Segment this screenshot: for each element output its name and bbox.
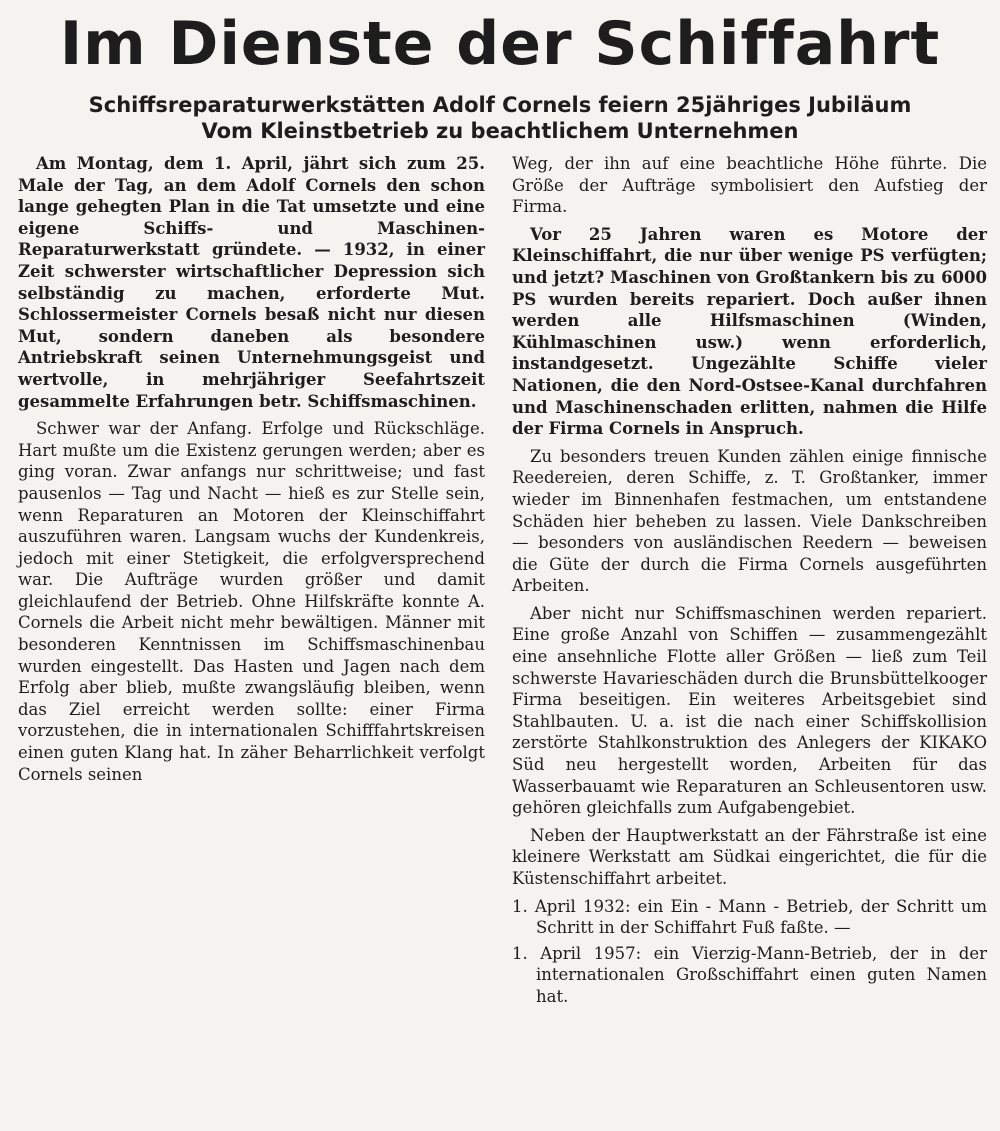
timeline-list (512, 896, 987, 1008)
article-subheadline: Schiffsreparaturwerkstätten Adolf Cornels feiern 25jähriges Jubiläum (88, 93, 912, 117)
left-column (18, 153, 485, 791)
timeline-item: 1. April 1932: ein Ein - Mann - Betrieb, der Schritt um Schritt in der Schiffahrt Fuß faßte. — (512, 896, 987, 938)
intro-paragraph: Am Montag, dem 1. April, jährt sich zum 25. Male der Tag, an dem Adolf Cornels den schon lange gehegten Plan in die Tat umsetzte und eine eigene Schiffs- und Maschinen-Reparaturwerkstatt gründete. — 1932, in einer Zeit schwerster wirtschaftlicher Depression sich selbständig zu machen, erforderte Mut. Schlossermeister Cornels besaß nicht nur diesen Mut, sondern daneben als besondere Antriebskraft seinen Unternehmungsgeist und wertvolle, in mehrjähriger Seefahrtszeit gesammelte Erfahrungen betr. Schiffsmaschinen. (18, 154, 485, 411)
right-column (512, 153, 987, 1012)
workshop-paragraph: Neben der Hauptwerkstatt an der Fährstraße ist eine kleinere Werkstatt am Südkai eingerichtet, die für die Küstenschiffahrt arbeitet. (512, 825, 987, 888)
other-work-paragraph: Aber nicht nur Schiffsmaschinen werden repariert. Eine große Anzahl von Schiffen — zusammengezählt eine ansehnliche Flotte aller Größen — ließ zum Teil schwerste Havarieschäden durch die Brunsbüttelkooger Firma beseitigen. Ein weiteres Arbeitsgebiet sind Stahlbauten. U. a. ist die nach einer Schiffskollision zerstörte Stahlkonstruktion des Anlegers der KIKAKO Süd neu hergestellt worden, Arbeiten für das Wasserbauamt wie Reparaturen an Schleusentoren usw. gehören gleichfalls zum Aufgabengebiet. (512, 603, 987, 818)
customers-paragraph: Zu besonders treuen Kunden zählen einige finnische Reedereien, deren Schiffe, z. T. Großtanker, immer wieder im Binnenhafen festmachen, um entstandene Schäden hier beheben zu lassen. Viele Dankschreiben — besonders von ausländischen Reedern — beweisen die Güte der durch die Firma Cornels ausgeführten Arbeiten. (512, 446, 987, 596)
body-paragraph-continued: Weg, der ihn auf eine beachtliche Höhe führte. Die Größe der Aufträge symbolisiert den Aufstieg der Firma. (512, 154, 987, 217)
bold-paragraph: Vor 25 Jahren waren es Motore der Kleinschiffahrt, die nur über wenige PS verfügten; und jetzt? Maschinen von Großtankern bis zu 6000 PS wurden bereits repariert. Doch außer ihnen werden alle Hilfsmaschinen (Winden, Kühlmaschinen usw.) wenn erforderlich, instandgesetzt. Ungezählte Schiffe vieler Nationen, die den Nord-Ostsee-Kanal durchfahren und Maschinenschaden erlitten, nahmen die Hilfe der Firma Cornels in Anspruch. (512, 224, 987, 439)
body-paragraph: Schwer war der Anfang. Erfolge und Rückschläge. Hart mußte um die Existenz gerungen werden; aber es ging voran. Zwar anfangs nur schrittweise; und fast pausenlos — Tag und Nacht — hieß es zur Stelle sein, wenn Reparaturen an Motoren der Kleinschiffahrt auszuführen waren. Langsam wuchs der Kundenkreis, jedoch mit einer Stetigkeit, die erfolgversprechend war. Die Aufträge wurden größer und damit gleichlaufend der Betrieb. Ohne Hilfskräfte konnte A. Cornels die Arbeit nicht mehr bewältigen. Männer mit besonderen Kenntnissen im Schiffsmaschinenbau wurden eingestellt. Das Hasten und Jagen nach dem Erfolg aber blieb, mußte zwangsläufig bleiben, wenn das Ziel erreicht werden sollte: einer Firma vorzustehen, die in internationalen Schifffahrtskreisen einen guten Klang hat. In zäher Beharrlichkeit verfolgt Cornels seinen (18, 419, 485, 784)
timeline-item: 1. April 1957: ein Vierzig-Mann-Betrieb, der in der internationalen Großschiffahrt einen guten Namen hat. (512, 943, 987, 1006)
article-headline: Im Dienste der Schiffahrt (59, 9, 941, 79)
article-subheadline-secondary: Vom Kleinstbetrieb zu beachtlichem Unternehmen (201, 119, 799, 143)
